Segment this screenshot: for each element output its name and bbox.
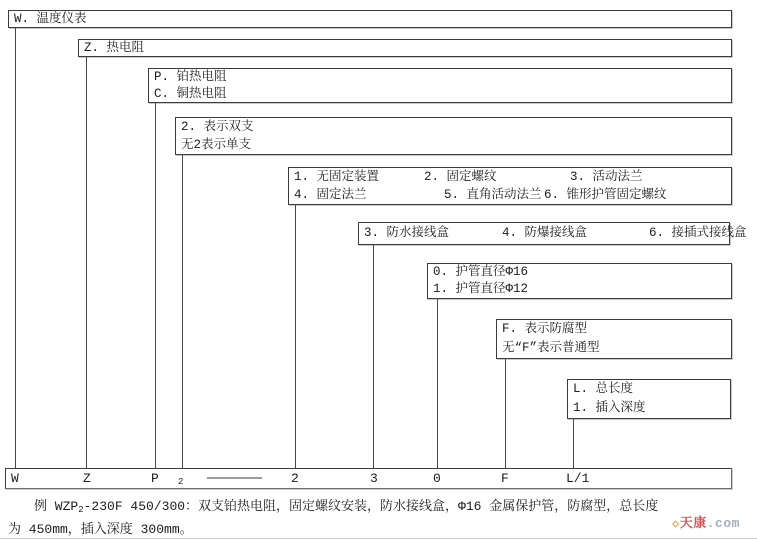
duplex-label: 2. 表示双支 <box>181 120 254 134</box>
box-thermal-resistance-label: Z. 热电阻 <box>84 41 145 55</box>
fixing-option-1: 1. 无固定装置 <box>294 170 380 184</box>
simplex-label: 无2表示单支 <box>181 138 252 152</box>
model-code-box <box>5 468 732 489</box>
connector-line-sub2 <box>182 154 183 468</box>
watermark-name: 天康 <box>679 516 707 531</box>
total-length-label: L. 总长度 <box>573 382 634 396</box>
connector-line-z <box>86 56 87 468</box>
fixing-option-5: 5. 直角活动法兰 <box>444 188 542 202</box>
connector-line-w <box>15 27 16 468</box>
connector-line-diameter <box>437 298 438 468</box>
ordinary-label: 无“F”表示普通型 <box>502 341 600 355</box>
fixing-option-2: 2. 固定螺纹 <box>424 170 497 184</box>
connector-line-fixing <box>295 204 296 468</box>
fixing-option-6: 6. 锥形护管固定螺纹 <box>544 188 667 202</box>
code-digit-junction: 3 <box>370 471 378 486</box>
element-platinum-label: P. 铂热电阻 <box>154 70 227 84</box>
page-bottom-divider <box>0 538 757 539</box>
code-digit-fixing: 2 <box>291 471 299 486</box>
example-line-2: 为 450mm，插入深度 300mm。 <box>8 522 193 537</box>
connector-line-junction <box>373 244 374 468</box>
code-letter-p: P <box>151 471 159 486</box>
watermark-suffix: .com <box>706 516 740 531</box>
code-letter-corrosion: F <box>501 471 509 486</box>
box-temperature-instrument <box>8 10 732 28</box>
junction-option-3: 3. 防水接线盒 <box>364 226 450 240</box>
box-length <box>567 379 731 419</box>
example-subscript-2: 2 <box>78 505 84 515</box>
insertion-depth-label: 1. 插入深度 <box>573 401 646 415</box>
junction-option-6: 6. 接插式接线盒 <box>649 226 747 240</box>
model-code-dash <box>207 477 262 479</box>
box-tube-diameter <box>427 263 732 299</box>
connector-line-p <box>155 102 156 468</box>
diameter-option-1: 1. 护管直径Φ12 <box>433 282 529 296</box>
diameter-option-0: 0. 护管直径Φ16 <box>433 265 529 279</box>
code-length-symbol: L/1 <box>566 471 590 486</box>
box-fixing-device <box>288 167 732 205</box>
connector-line-length <box>573 418 574 468</box>
box-element-type <box>148 68 732 103</box>
fixing-option-4: 4. 固定法兰 <box>294 188 367 202</box>
code-letter-w: W <box>11 471 19 486</box>
box-corrosion-proof <box>496 319 732 359</box>
watermark <box>672 512 740 531</box>
example-line-1: 例 $WZP_2-230F$ 450/300：双支铂热电阻，固定螺纹安装，防水接线盒，Φ16 金属保护管，防腐型，总长度 <box>34 499 659 515</box>
box-thermal-resistance <box>78 39 732 57</box>
junction-option-4: 4. 防爆接线盒 <box>502 226 588 240</box>
box-junction-box <box>358 222 747 245</box>
watermark-logo-icon: ◇ <box>672 517 680 531</box>
code-digit-diameter: 0 <box>433 471 441 486</box>
code-subscript-2: 2 <box>178 477 184 487</box>
fixing-option-3: 3. 活动法兰 <box>570 170 643 184</box>
element-copper-label: C. 铜热电阻 <box>154 87 227 101</box>
connector-line-corrosion <box>505 358 506 468</box>
example-caption <box>8 497 750 539</box>
box-duplex <box>175 117 732 155</box>
code-letter-z: Z <box>83 471 91 486</box>
box-temperature-instrument-label: W. 温度仪表 <box>14 12 87 26</box>
corrosion-label: F. 表示防腐型 <box>502 322 588 336</box>
